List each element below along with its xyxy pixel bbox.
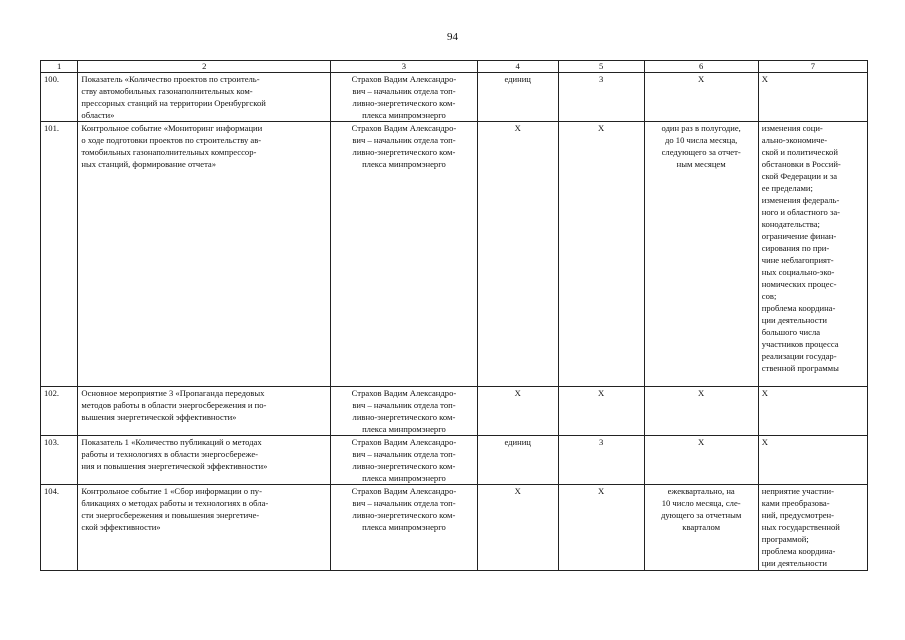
row-risks: неприятие участни- ками преобразова- ний, предусмотрен- ных государственной программой; проблема координа- ции деятельности	[758, 485, 867, 571]
row-term: X	[644, 73, 758, 122]
row-term: ежеквартально, на 10 число месяца, сле- дующего за отчетным кварталом	[644, 485, 758, 571]
row-unit: X	[477, 485, 558, 571]
row-value: X	[558, 387, 644, 436]
row-unit: единиц	[477, 73, 558, 122]
row-number: 103.	[41, 436, 78, 485]
row-name: Контрольное событие «Мониторинг информации о ходе подготовки проектов по строительству ав- томобильных газонаполнительных компрессор- ных станций, формирование отчета»	[78, 122, 331, 387]
table-row	[41, 387, 868, 436]
header-col-7: 7	[758, 61, 867, 73]
row-responsible: Страхов Вадим Александро- вич – начальник отдела топ- ливно-энергетического ком- плекса минпромэнерго	[331, 436, 478, 485]
table-row	[41, 122, 868, 387]
row-responsible: Страхов Вадим Александро- вич – начальник отдела топ- ливно-энергетического ком- плекса минпромэнерго	[331, 122, 478, 387]
header-col-5: 5	[558, 61, 644, 73]
table-row	[41, 485, 868, 571]
row-unit: единиц	[477, 436, 558, 485]
row-name: Основное мероприятие 3 «Пропаганда передовых методов работы в области энергосбережения и по- вышения энергетической эффективности»	[78, 387, 331, 436]
page-number: 94	[447, 31, 458, 43]
header-col-1: 1	[41, 61, 78, 73]
row-term: один раз в полугодие, до 10 числа месяца, следующего за отчет- ным месяцем	[644, 122, 758, 387]
row-name: Показатель 1 «Количество публикаций о методах работы и технологиях в области энергосбереже- ния и повышения энергетической эффективности»	[78, 436, 331, 485]
row-term: X	[644, 387, 758, 436]
row-unit: X	[477, 387, 558, 436]
row-number: 104.	[41, 485, 78, 571]
header-col-2: 2	[78, 61, 331, 73]
row-number: 100.	[41, 73, 78, 122]
row-risks: изменения соци- ально-экономиче- ской и политической обстановки в Россий- ской Федерации и за ее пределами; изменения федераль- ного и областного за- конодательства; ограничение финан- сирования по при- чине неблагоприят- ных социально-эко- номических процес- сов; проблема координа- ции деятельности большого числа участников процесса реализации государ- ственной программы	[758, 122, 867, 387]
row-responsible: Страхов Вадим Александро- вич – начальник отдела топ- ливно-энергетического ком- плекса минпромэнерго	[331, 387, 478, 436]
row-value: X	[558, 485, 644, 571]
header-row	[41, 61, 868, 73]
row-unit: X	[477, 122, 558, 387]
row-responsible: Страхов Вадим Александро- вич – начальник отдела топ- ливно-энергетического ком- плекса минпромэнерго	[331, 485, 478, 571]
table-row	[41, 436, 868, 485]
activities-table	[40, 60, 868, 571]
row-value: X	[558, 122, 644, 387]
row-name: Контрольное событие 1 «Сбор информации о пу- бликациях о методах работы и технологиях в обла- сти энергосбережения и повышения энергетиче- ской эффективности»	[78, 485, 331, 571]
row-risks: X	[758, 73, 867, 122]
header-col-6: 6	[644, 61, 758, 73]
row-risks: X	[758, 387, 867, 436]
row-number: 101.	[41, 122, 78, 387]
row-number: 102.	[41, 387, 78, 436]
row-value: 3	[558, 73, 644, 122]
row-name: Показатель «Количество проектов по строитель- ству автомобильных газонаполнительных ком- прессорных станций на территории Оренбургской области»	[78, 73, 331, 122]
header-col-4: 4	[477, 61, 558, 73]
row-risks: X	[758, 436, 867, 485]
row-value: 3	[558, 436, 644, 485]
table-row	[41, 73, 868, 122]
row-responsible: Страхов Вадим Александро- вич – начальник отдела топ- ливно-энергетического ком- плекса минпромэнерго	[331, 73, 478, 122]
header-col-3: 3	[331, 61, 478, 73]
row-term: X	[644, 436, 758, 485]
